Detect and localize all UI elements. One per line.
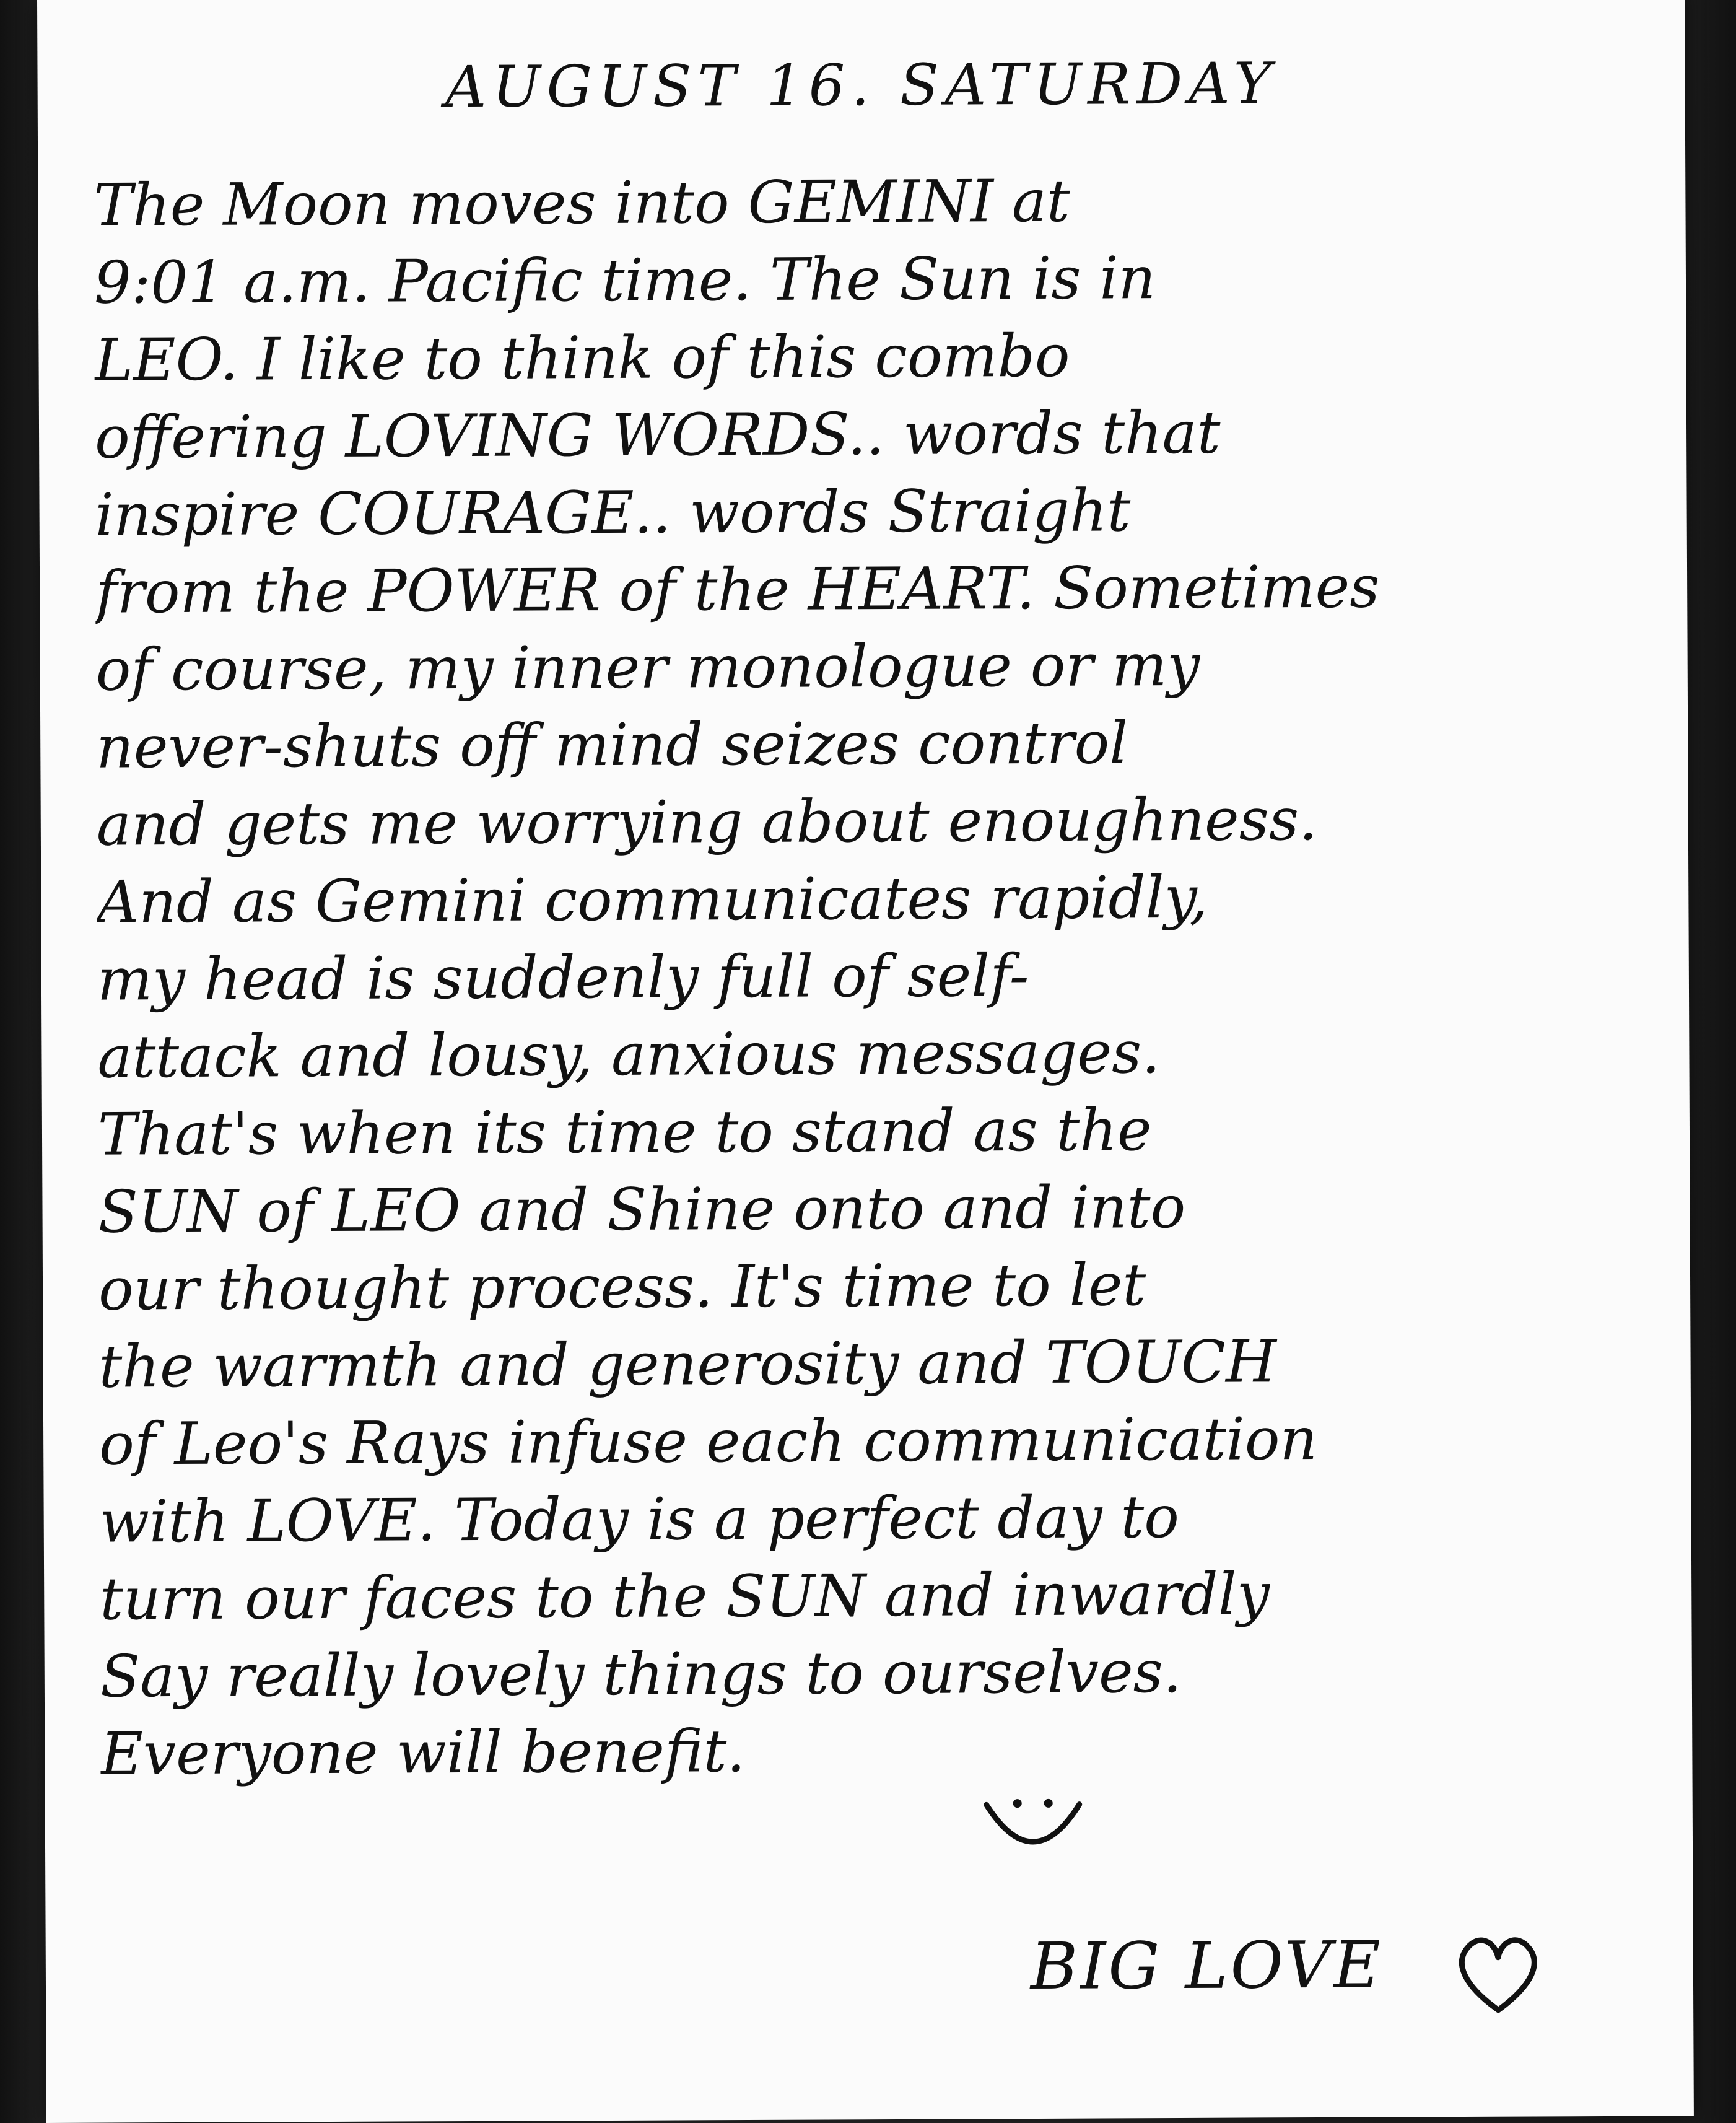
note-line: of Leo's Rays infuse each communication [98,1406,1318,1479]
smiley-face-icon [974,1792,1092,1861]
note-line: and gets me worrying about enoughness. [96,786,1318,859]
note-line: That's when its time to stand as the [97,1097,1152,1169]
note-line: LEO. I like to think of this combo [94,322,1070,395]
note-line: 9:01 a.m. Pacific time. The Sun is in [94,245,1156,317]
note-date-heading: AUGUST 16. SATURDAY [445,50,1278,121]
note-line: with LOVE. Today is a perfect day to [99,1483,1180,1556]
note-line: turn our faces to the SUN and inwardly [100,1561,1270,1634]
signoff: BIG LOVE [1030,1927,1384,2005]
note-line: And as Gemini communicates rapidly, [97,864,1208,937]
handwritten-note-card [37,0,1694,2123]
note-body [94,160,1673,1793]
note-line: Everyone will benefit. [100,1718,746,1788]
note-line: of course, my inner monologue or my [95,631,1200,704]
note-line: attack and lousy, anxious messages. [97,1019,1161,1092]
heart-icon [1452,1926,1545,2020]
note-line: offering LOVING WORDS.. words that [94,399,1221,472]
note-line: Say really lovely things to ourselves. [100,1638,1182,1711]
note-line: my head is suddenly full of self- [97,942,1029,1014]
note-line: SUN of LEO and Shine onto and into [98,1173,1186,1246]
note-line: The Moon moves into GEMINI at [94,167,1070,240]
note-line: never-shuts off mind seizes control [96,709,1128,782]
note-line: our thought process. It's time to let [98,1251,1146,1324]
note-line: inspire COURAGE.. words Straight [95,477,1131,549]
note-line: the warmth and generosity and TOUCH [98,1328,1277,1401]
note-line: from the POWER of the HEART. Sometimes [95,553,1380,627]
